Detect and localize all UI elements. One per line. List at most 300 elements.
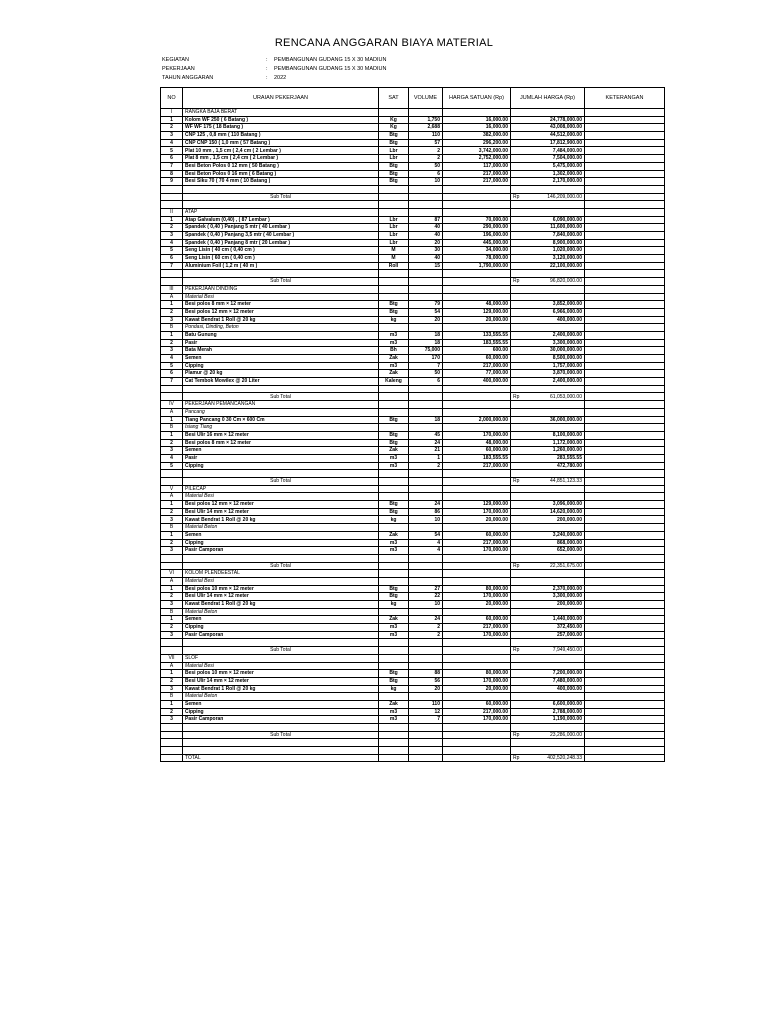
section-row — [161, 109, 665, 117]
cell-no: 4 — [161, 355, 183, 363]
cell-volume — [409, 193, 443, 201]
cell-volume — [409, 109, 443, 117]
cell-volume — [409, 554, 443, 562]
blank-row — [161, 724, 665, 732]
cell-harga-satuan — [443, 109, 511, 117]
cell-volume — [409, 754, 443, 762]
table-row — [161, 601, 665, 609]
cell-no: 4 — [161, 239, 183, 247]
cell-no — [161, 185, 183, 193]
cell-keterangan — [585, 754, 665, 762]
blank-row — [161, 385, 665, 393]
cell-keterangan — [585, 124, 665, 132]
cell-sat — [379, 754, 409, 762]
table-row — [161, 347, 665, 355]
cell-no — [161, 385, 183, 393]
cell-harga-satuan: 70,000.00 — [443, 216, 511, 224]
table-row — [161, 447, 665, 455]
cell-sat: m3 — [379, 362, 409, 370]
cell-keterangan — [585, 162, 665, 170]
header-uraian: URAIAN PEKERJAAN — [183, 88, 379, 109]
cell-harga-satuan — [443, 731, 511, 739]
cell-volume: 110 — [409, 132, 443, 140]
subsection-row — [161, 424, 665, 432]
cell-volume: 170 — [409, 355, 443, 363]
cell-uraian: Material Besi — [183, 493, 379, 501]
cell-volume: 12 — [409, 708, 443, 716]
cell-harga-satuan: 600.00 — [443, 347, 511, 355]
cell-keterangan — [585, 639, 665, 647]
cell-no: 2 — [161, 124, 183, 132]
cell-volume — [409, 639, 443, 647]
cell-jumlah-harga — [511, 109, 585, 117]
cell-sat: Kg — [379, 124, 409, 132]
cell-jumlah-harga — [511, 401, 585, 409]
cell-sat — [379, 693, 409, 701]
cell-volume: 2,688 — [409, 124, 443, 132]
cell-harga-satuan: 48,000.00 — [443, 439, 511, 447]
cell-harga-satuan: 129,000.00 — [443, 308, 511, 316]
cell-harga-satuan: 60,000.00 — [443, 616, 511, 624]
cell-no: 1 — [161, 585, 183, 593]
cell-jumlah-harga: 1,172,000.00 — [511, 439, 585, 447]
meta-label: PEKERJAAN — [162, 66, 195, 72]
cell-volume: 86 — [409, 508, 443, 516]
cell-keterangan — [585, 147, 665, 155]
amount-value: 44,851,123.33 — [550, 478, 582, 485]
cell-uraian: CNP 125 , 0,8 mm ( 110 Batang ) — [183, 132, 379, 140]
cell-jumlah-harga — [511, 493, 585, 501]
cell-keterangan — [585, 316, 665, 324]
cell-no: 8 — [161, 170, 183, 178]
blank-row — [161, 639, 665, 647]
meta-colon: : — [266, 57, 268, 63]
cell-jumlah-harga: 7,484,000.00 — [511, 147, 585, 155]
cell-keterangan — [585, 178, 665, 186]
cell-sat — [379, 731, 409, 739]
table-row — [161, 708, 665, 716]
cell-sat: m3 — [379, 454, 409, 462]
cell-uraian: Pasir Camporan — [183, 547, 379, 555]
cell-volume — [409, 293, 443, 301]
cell-keterangan — [585, 739, 665, 747]
cell-keterangan — [585, 577, 665, 585]
currency-label: Rp — [513, 731, 520, 738]
cell-jumlah-harga — [511, 639, 585, 647]
cell-keterangan — [585, 631, 665, 639]
cell-harga-satuan: 296,200.00 — [443, 139, 511, 147]
cell-no: III — [161, 285, 183, 293]
cell-volume — [409, 408, 443, 416]
table-row — [161, 378, 665, 386]
cell-jumlah-harga — [511, 393, 585, 401]
cell-volume: 75,000 — [409, 347, 443, 355]
cell-no: A — [161, 662, 183, 670]
cell-uraian: Besi polos 12 mm × 12 meter — [183, 501, 379, 509]
cell-harga-satuan — [443, 493, 511, 501]
cell-uraian: Pasir — [183, 454, 379, 462]
cell-keterangan — [585, 339, 665, 347]
cell-jumlah-harga: 1,020,000.00 — [511, 247, 585, 255]
cell-volume: 21 — [409, 447, 443, 455]
cell-uraian — [183, 201, 379, 209]
cell-volume — [409, 478, 443, 486]
cell-volume: 20 — [409, 239, 443, 247]
cell-harga-satuan: 217,000.00 — [443, 362, 511, 370]
cell-sat: m3 — [379, 624, 409, 632]
cell-sat: Roll — [379, 262, 409, 270]
cell-volume: 54 — [409, 531, 443, 539]
cell-no — [161, 193, 183, 201]
cell-uraian: Aluminium Foil ( 1,2 m ( 40 m ) — [183, 262, 379, 270]
amount-value: 61,053,000.00 — [550, 393, 582, 400]
cell-sat: Lbr — [379, 147, 409, 155]
currency-label: Rp — [513, 754, 520, 761]
subtotal-row — [161, 193, 665, 201]
cell-harga-satuan: 170,000.00 — [443, 593, 511, 601]
cell-jumlah-harga — [511, 654, 585, 662]
cell-jumlah-harga: 2,170,000.00 — [511, 178, 585, 186]
cell-keterangan — [585, 393, 665, 401]
cell-uraian: PEKERJAAN DINDING — [183, 285, 379, 293]
cell-harga-satuan — [443, 739, 511, 747]
cell-jumlah-harga: 44,512,000.00 — [511, 132, 585, 140]
cell-volume — [409, 285, 443, 293]
cell-harga-satuan: 445,000.00 — [443, 239, 511, 247]
cell-no: 3 — [161, 347, 183, 355]
cell-volume — [409, 524, 443, 532]
table-row — [161, 247, 665, 255]
cell-volume: 2 — [409, 147, 443, 155]
cell-harga-satuan: 3,742,000.00 — [443, 147, 511, 155]
cell-harga-satuan: 20,000.00 — [443, 316, 511, 324]
subtotal-row — [161, 647, 665, 655]
cell-sat: Btg — [379, 416, 409, 424]
cell-keterangan — [585, 647, 665, 655]
cell-keterangan — [585, 547, 665, 555]
cell-jumlah-harga — [511, 193, 585, 201]
cell-harga-satuan: 382,000.00 — [443, 132, 511, 140]
cell-harga-satuan: 20,000.00 — [443, 516, 511, 524]
cell-sat — [379, 662, 409, 670]
cell-jumlah-harga: 8,100,000.00 — [511, 431, 585, 439]
cell-no: 9 — [161, 178, 183, 186]
cell-sat: Btg — [379, 139, 409, 147]
table-row — [161, 355, 665, 363]
cell-sat: Btg — [379, 431, 409, 439]
cell-uraian — [183, 554, 379, 562]
cell-volume — [409, 470, 443, 478]
cell-sat: Btg — [379, 670, 409, 678]
cell-volume: 2 — [409, 462, 443, 470]
cell-sat: Zak — [379, 616, 409, 624]
cell-keterangan — [585, 616, 665, 624]
cell-harga-satuan: 170,000.00 — [443, 677, 511, 685]
cell-jumlah-harga: 1,190,000.00 — [511, 716, 585, 724]
cell-sat: m3 — [379, 462, 409, 470]
cell-jumlah-harga — [511, 731, 585, 739]
cell-jumlah-harga — [511, 293, 585, 301]
cell-no — [161, 201, 183, 209]
cell-jumlah-harga — [511, 485, 585, 493]
cell-jumlah-harga: 283,555.55 — [511, 454, 585, 462]
cell-uraian: Besi polos 10 mm × 12 meter — [183, 670, 379, 678]
blank-row — [161, 270, 665, 278]
cell-sat — [379, 747, 409, 755]
cell-jumlah-harga: 200,000.00 — [511, 516, 585, 524]
cell-sat — [379, 208, 409, 216]
meta-value: PEMBANGUNAN GUDANG 15 X 30 MADIUN — [274, 66, 387, 72]
cell-no — [161, 554, 183, 562]
blank-row — [161, 554, 665, 562]
cell-harga-satuan: 170,000.00 — [443, 431, 511, 439]
cell-volume: 110 — [409, 700, 443, 708]
cell-no: II — [161, 208, 183, 216]
cell-keterangan — [585, 554, 665, 562]
cell-uraian: Kawat Bendrat 1 Roll @ 20 kg — [183, 516, 379, 524]
cell-sat: Btg — [379, 170, 409, 178]
cell-harga-satuan — [443, 285, 511, 293]
cell-keterangan — [585, 493, 665, 501]
cell-sat — [379, 739, 409, 747]
cell-jumlah-harga — [511, 424, 585, 432]
cell-volume — [409, 654, 443, 662]
currency-label: Rp — [513, 278, 520, 285]
cell-sat — [379, 577, 409, 585]
cell-keterangan — [585, 193, 665, 201]
cell-uraian: Kawat Bendrat 1 Roll @ 20 kg — [183, 316, 379, 324]
cell-volume: 27 — [409, 585, 443, 593]
cell-sat: Lbr — [379, 239, 409, 247]
cell-uraian: Sub Total — [183, 478, 379, 486]
cell-no: 2 — [161, 593, 183, 601]
section-row — [161, 654, 665, 662]
amount-value: 146,209,000.00 — [547, 193, 582, 200]
cell-volume: 45 — [409, 431, 443, 439]
currency-label: Rp — [513, 193, 520, 200]
table-row — [161, 431, 665, 439]
cell-jumlah-harga — [511, 747, 585, 755]
cell-volume: 40 — [409, 232, 443, 240]
cell-keterangan — [585, 585, 665, 593]
cell-uraian: Kolom WF 250 ( 6 Batang ) — [183, 116, 379, 124]
table-row — [161, 155, 665, 163]
cell-harga-satuan — [443, 693, 511, 701]
cell-no: B — [161, 324, 183, 332]
cell-volume: 10 — [409, 516, 443, 524]
cell-sat — [379, 570, 409, 578]
cell-no: 2 — [161, 439, 183, 447]
cell-sat: M — [379, 247, 409, 255]
table-row — [161, 178, 665, 186]
cell-jumlah-harga: 257,000.00 — [511, 631, 585, 639]
cell-sat — [379, 647, 409, 655]
cell-keterangan — [585, 109, 665, 117]
cell-uraian: PEKERJAAN PEMANCANGAN — [183, 401, 379, 409]
cell-jumlah-harga: 22,100,000.00 — [511, 262, 585, 270]
cell-keterangan — [585, 431, 665, 439]
cell-volume — [409, 724, 443, 732]
cell-keterangan — [585, 132, 665, 140]
cell-keterangan — [585, 454, 665, 462]
table-row — [161, 670, 665, 678]
cell-volume — [409, 185, 443, 193]
cell-no: 5 — [161, 247, 183, 255]
cell-jumlah-harga: 7,504,000.00 — [511, 155, 585, 163]
meta-tahun-anggaran — [162, 74, 386, 83]
table-row — [161, 362, 665, 370]
cell-sat — [379, 478, 409, 486]
cell-harga-satuan — [443, 754, 511, 762]
cell-no: 3 — [161, 601, 183, 609]
header-volume: VOLUME — [409, 88, 443, 109]
section-row — [161, 285, 665, 293]
cell-jumlah-harga: 7,200,000.00 — [511, 670, 585, 678]
cell-jumlah-harga: 472,780.00 — [511, 462, 585, 470]
cell-sat: Kg — [379, 116, 409, 124]
cell-keterangan — [585, 301, 665, 309]
cell-jumlah-harga: 6,600,000.00 — [511, 700, 585, 708]
cell-keterangan — [585, 139, 665, 147]
cell-no: 3 — [161, 631, 183, 639]
table-row — [161, 255, 665, 263]
cell-volume: 10 — [409, 178, 443, 186]
cell-uraian: Besi polos 8 mm × 12 meter — [183, 439, 379, 447]
cell-sat: Zak — [379, 355, 409, 363]
cell-keterangan — [585, 470, 665, 478]
cell-keterangan — [585, 531, 665, 539]
cell-jumlah-harga — [511, 470, 585, 478]
cell-uraian: Pasir Camporan — [183, 716, 379, 724]
cell-harga-satuan: 217,000.00 — [443, 624, 511, 632]
cell-uraian: Sub Total — [183, 193, 379, 201]
section-row — [161, 570, 665, 578]
cell-volume: 1 — [409, 454, 443, 462]
table-row — [161, 262, 665, 270]
cell-volume: 18 — [409, 331, 443, 339]
table-row — [161, 531, 665, 539]
cell-jumlah-harga — [511, 554, 585, 562]
cell-sat: Kaleng — [379, 378, 409, 386]
cell-sat: Zak — [379, 700, 409, 708]
cell-jumlah-harga — [511, 285, 585, 293]
cell-sat: m3 — [379, 339, 409, 347]
cell-no: 3 — [161, 132, 183, 140]
cell-sat — [379, 562, 409, 570]
cell-jumlah-harga — [511, 478, 585, 486]
cell-no: 7 — [161, 262, 183, 270]
cell-uraian: Spandek ( 0,40 ) Panjang 8 mtr ( 20 Lembar ) — [183, 239, 379, 247]
cell-uraian: Semen — [183, 447, 379, 455]
table-row — [161, 132, 665, 140]
cell-uraian — [183, 724, 379, 732]
table-row — [161, 439, 665, 447]
cell-sat: m3 — [379, 716, 409, 724]
cell-sat — [379, 724, 409, 732]
cell-volume: 20 — [409, 685, 443, 693]
cell-harga-satuan — [443, 201, 511, 209]
cell-no: 1 — [161, 616, 183, 624]
cell-no — [161, 731, 183, 739]
cell-harga-satuan — [443, 724, 511, 732]
cell-keterangan — [585, 224, 665, 232]
cell-uraian: Besi Ulir 14 mm × 12 meter — [183, 508, 379, 516]
cell-keterangan — [585, 378, 665, 386]
cell-uraian: Plat 8 mm , 1,5 cm ( 2,4 cm ( 2 Lembar ) — [183, 155, 379, 163]
cell-uraian: CNP CNP 150 ( 1,0 mm ( 57 Batang ) — [183, 139, 379, 147]
cell-volume — [409, 731, 443, 739]
cell-sat: Btg — [379, 178, 409, 186]
cell-sat: Zak — [379, 370, 409, 378]
cell-keterangan — [585, 239, 665, 247]
document-title: RENCANA ANGGARAN BIAYA MATERIAL — [274, 37, 494, 49]
cell-jumlah-harga: 3,852,000.00 — [511, 301, 585, 309]
cell-keterangan — [585, 370, 665, 378]
cell-uraian: Spandek ( 0,40 ) Panjang 5 mtr ( 40 Lembar ) — [183, 224, 379, 232]
amount-value: 22,351,675.00 — [550, 562, 582, 569]
cell-no: A — [161, 493, 183, 501]
cell-volume — [409, 608, 443, 616]
cell-jumlah-harga: 2,788,000.00 — [511, 708, 585, 716]
cell-jumlah-harga: 11,600,000.00 — [511, 224, 585, 232]
cell-keterangan — [585, 408, 665, 416]
cell-sat — [379, 393, 409, 401]
cell-jumlah-harga — [511, 278, 585, 286]
cell-uraian: Cat Tembok Mowilex @ 20 Liter — [183, 378, 379, 386]
cell-keterangan — [585, 385, 665, 393]
cell-harga-satuan: 34,000.00 — [443, 247, 511, 255]
cell-keterangan — [585, 485, 665, 493]
cell-keterangan — [585, 232, 665, 240]
meta-label: KEGIATAN — [162, 57, 189, 63]
cell-sat: Btg — [379, 162, 409, 170]
cell-no: 3 — [161, 232, 183, 240]
cell-volume: 87 — [409, 216, 443, 224]
cell-harga-satuan — [443, 193, 511, 201]
table-row — [161, 416, 665, 424]
cell-harga-satuan: 400,000.00 — [443, 378, 511, 386]
cell-no: A — [161, 408, 183, 416]
cell-harga-satuan — [443, 662, 511, 670]
cell-keterangan — [585, 331, 665, 339]
cell-uraian: Cipping — [183, 539, 379, 547]
cell-sat — [379, 109, 409, 117]
cell-keterangan — [585, 700, 665, 708]
cell-no: 2 — [161, 339, 183, 347]
table-row — [161, 462, 665, 470]
cell-volume — [409, 493, 443, 501]
cell-sat — [379, 639, 409, 647]
cell-no: B — [161, 608, 183, 616]
cell-uraian: Material Beton — [183, 524, 379, 532]
table-row — [161, 616, 665, 624]
cell-volume — [409, 739, 443, 747]
cell-no: A — [161, 577, 183, 585]
cell-no: 1 — [161, 700, 183, 708]
cell-sat: Btg — [379, 308, 409, 316]
cell-sat: Lbr — [379, 224, 409, 232]
subsection-row — [161, 293, 665, 301]
table-row — [161, 170, 665, 178]
cell-keterangan — [585, 593, 665, 601]
cell-sat: Btg — [379, 501, 409, 509]
currency-label: Rp — [513, 647, 520, 654]
cell-volume — [409, 693, 443, 701]
cell-keterangan — [585, 293, 665, 301]
cell-keterangan — [585, 731, 665, 739]
cell-harga-satuan — [443, 570, 511, 578]
cell-jumlah-harga — [511, 185, 585, 193]
